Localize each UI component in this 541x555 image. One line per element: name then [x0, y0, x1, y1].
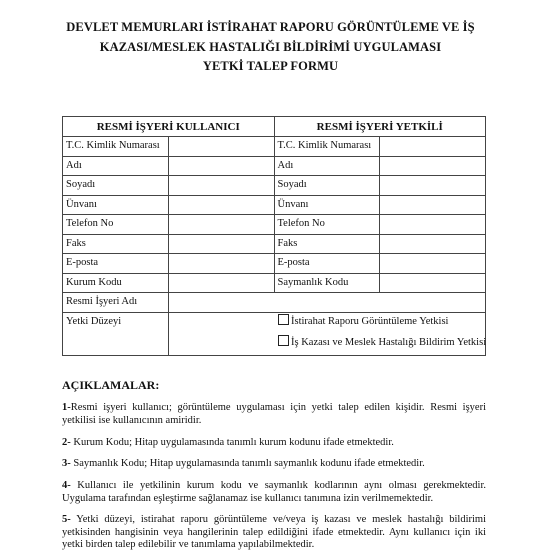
note-1-number: 1- — [62, 402, 71, 413]
authority-surname-label: Soyadı — [274, 176, 380, 196]
note-2 — [62, 437, 486, 450]
option-sick-leave-label: İstirahat Raporu Görüntüleme Yetkisi — [291, 315, 449, 327]
workplace-name-label: Resmi İşyeri Adı — [63, 293, 169, 313]
table-row — [63, 195, 486, 215]
checkbox-work-accident[interactable] — [278, 335, 289, 346]
table-row — [63, 312, 486, 331]
user-email-field[interactable] — [168, 254, 274, 274]
authority-accounting-code-label: Saymanlık Kodu — [274, 273, 380, 293]
table-row — [63, 137, 486, 157]
table-row — [63, 254, 486, 274]
user-tc-label: T.C. Kimlik Numarası — [63, 137, 169, 157]
note-4-number: 4- — [62, 480, 71, 491]
authority-fax-label: Faks — [274, 234, 380, 254]
col-header-user: RESMİ İŞYERİ KULLANICI — [63, 117, 275, 137]
user-tc-field[interactable] — [168, 137, 274, 157]
note-3-text: Saymanlık Kodu; Hitap uygulamasında tanımlı saymanlık kodunu ifade etmektedir. — [70, 458, 425, 469]
table-row — [63, 234, 486, 254]
option-sick-leave[interactable] — [274, 312, 486, 331]
table-row — [63, 156, 486, 176]
authorization-table — [62, 116, 486, 356]
note-1-text: Resmi işyeri kullanıcı; görüntüleme uygulaması için yetki talep edilen kişidir. Resmi işyeri yetkilisi ise kullanıcının amiridir. — [62, 402, 486, 426]
table-row — [63, 331, 486, 356]
note-3-number: 3- — [62, 458, 71, 469]
authority-tc-label: T.C. Kimlik Numarası — [274, 137, 380, 157]
title-line-3: YETKİ TALEP FORMU — [202, 59, 339, 73]
authority-surname-field[interactable] — [380, 176, 486, 196]
user-email-label: E-posta — [63, 254, 169, 274]
workplace-name-field[interactable] — [168, 293, 485, 313]
user-surname-label: Soyadı — [63, 176, 169, 196]
user-surname-field[interactable] — [168, 176, 274, 196]
option-work-accident[interactable] — [274, 331, 486, 356]
table-row — [63, 176, 486, 196]
table-header-row — [63, 117, 486, 137]
authority-name-field[interactable] — [380, 156, 486, 176]
user-institution-code-field[interactable] — [168, 273, 274, 293]
note-5 — [62, 514, 486, 552]
authorization-level-label: Yetki Düzeyi — [63, 312, 169, 331]
note-4-text: Kullanıcı ile yetkilinin kurum kodu ve saymanlık kodlarının aynı olması gerekmektedir. Uygulama tarafından eşleştirme sağlanamaz ise kullanıcı tanımına izin verilmemektedir. — [62, 480, 486, 504]
note-3 — [62, 458, 486, 471]
table-row — [63, 293, 486, 313]
note-5-number: 5- — [62, 514, 71, 525]
authority-phone-label: Telefon No — [274, 215, 380, 235]
col-header-authority: RESMİ İŞYERİ YETKİLİ — [274, 117, 486, 137]
authority-accounting-code-field[interactable] — [380, 273, 486, 293]
table-row — [63, 215, 486, 235]
note-2-text: Kurum Kodu; Hitap uygulamasında tanımlı kurum kodunu ifade etmektedir. — [70, 437, 394, 448]
notes-heading: AÇIKLAMALAR: — [62, 378, 160, 392]
authority-title-label: Ünvanı — [274, 195, 380, 215]
user-fax-field[interactable] — [168, 234, 274, 254]
user-name-label: Adı — [63, 156, 169, 176]
authority-name-label: Adı — [274, 156, 380, 176]
note-1 — [62, 402, 486, 427]
user-phone-label: Telefon No — [63, 215, 169, 235]
authority-email-field[interactable] — [380, 254, 486, 274]
authority-email-label: E-posta — [274, 254, 380, 274]
authority-title-field[interactable] — [380, 195, 486, 215]
authorization-level-spacer-2 — [168, 331, 274, 356]
table-row — [63, 273, 486, 293]
option-work-accident-label: İş Kazası ve Meslek Hastalığı Bildirim Yetkisi — [291, 337, 487, 348]
authorization-level-blank — [168, 312, 274, 331]
user-phone-field[interactable] — [168, 215, 274, 235]
user-institution-code-label: Kurum Kodu — [63, 273, 169, 293]
user-title-label: Ünvanı — [63, 195, 169, 215]
authority-phone-field[interactable] — [380, 215, 486, 235]
title-line-1: DEVLET MEMURLARI İSTİRAHAT RAPORU GÖRÜNTÜLEME VE İŞ — [66, 20, 475, 34]
user-fax-label: Faks — [63, 234, 169, 254]
checkbox-sick-leave[interactable] — [278, 314, 289, 325]
user-name-field[interactable] — [168, 156, 274, 176]
note-5-text: Yetki düzeyi, istirahat raporu görüntüleme ve/veya iş kazası ve meslek hastalığı bildirimi yetkisinden hangisinin veya hangilerinin talep edildiğini ifade etmektedir. Aynı kullanıcı için iki yetki birden talep edilebilir ve tanımlama yapılabilmektedir. — [62, 514, 486, 550]
user-title-field[interactable] — [168, 195, 274, 215]
title-line-2: KAZASI/MESLEK HASTALIĞI BİLDİRİMİ UYGULAMASI — [99, 40, 442, 54]
note-4 — [62, 480, 486, 505]
authority-tc-field[interactable] — [380, 137, 486, 157]
authorization-level-spacer — [63, 331, 169, 356]
note-2-number: 2- — [62, 437, 71, 448]
authority-fax-field[interactable] — [380, 234, 486, 254]
